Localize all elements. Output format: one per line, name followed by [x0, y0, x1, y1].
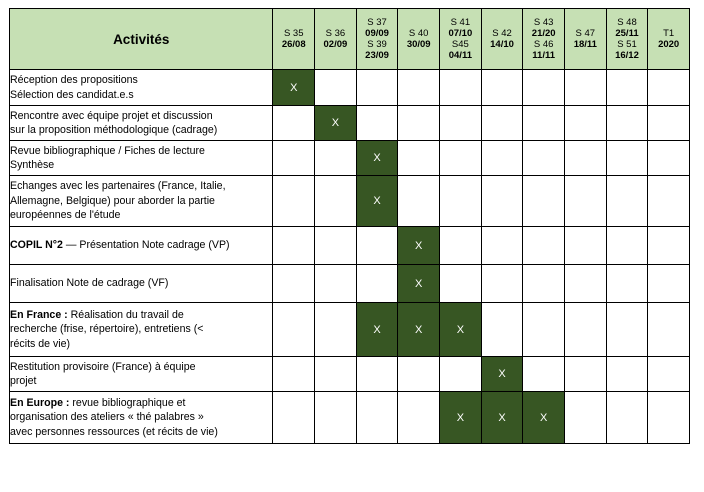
activity-line: européennes de l'étude: [10, 209, 121, 222]
activity-line: sur la proposition méthodologique (cadrage): [10, 124, 218, 136]
week-header: [523, 9, 565, 70]
scheduled-cell: X: [356, 141, 398, 176]
empty-cell: [356, 392, 398, 444]
week-label: S 40: [408, 28, 429, 39]
activity-bold-prefix: En France :: [10, 308, 68, 321]
activity-line: Allemagne, Belgique) pour aborder la partie: [10, 194, 215, 207]
activity-line: projet: [10, 375, 37, 387]
period-year: 2020: [658, 39, 680, 50]
empty-cell: [398, 70, 440, 106]
empty-cell: [565, 357, 607, 392]
week-header: [565, 9, 607, 70]
empty-cell: [648, 176, 690, 227]
empty-cell: [398, 176, 440, 227]
week-label: S 46: [533, 39, 554, 50]
empty-cell: [565, 106, 607, 141]
week-header: [481, 9, 523, 70]
empty-cell: [315, 176, 357, 227]
empty-cell: [315, 70, 357, 106]
empty-cell: [648, 106, 690, 141]
week-label: S45: [451, 39, 469, 50]
week-date: 16/12: [615, 50, 639, 61]
week-header: [440, 9, 482, 70]
scheduled-cell: X: [440, 303, 482, 357]
empty-cell: [481, 176, 523, 227]
activity-row: [10, 70, 690, 106]
empty-cell: [440, 141, 482, 176]
scheduled-cell: X: [398, 303, 440, 357]
empty-cell: [440, 265, 482, 303]
empty-cell: [648, 265, 690, 303]
week-label: S 42: [492, 28, 512, 39]
week-header: [606, 9, 648, 70]
activity-row: [10, 265, 690, 303]
empty-cell: [356, 227, 398, 265]
activity-label: [10, 176, 273, 227]
week-label: S 43: [533, 17, 554, 28]
activity-line: Finalisation Note de cadrage (VF): [10, 277, 169, 290]
week-date: 30/09: [406, 39, 431, 50]
activity-text: Réalisation du travail de: [70, 308, 184, 321]
empty-cell: [481, 70, 523, 106]
activity-row: [10, 303, 690, 357]
activity-text: revue bibliographique et: [72, 396, 186, 409]
activity-label: [10, 106, 273, 141]
scheduled-cell: X: [315, 106, 357, 141]
week-label: S 47: [575, 28, 596, 39]
week-date: 26/08: [281, 39, 306, 50]
activity-label: [10, 265, 273, 303]
empty-cell: [565, 141, 607, 176]
empty-cell: [523, 141, 565, 176]
empty-cell: [440, 106, 482, 141]
empty-cell: [273, 265, 315, 303]
week-label: S 37: [367, 17, 387, 28]
empty-cell: [481, 303, 523, 357]
empty-cell: [315, 265, 357, 303]
activity-line: Synthèse: [10, 159, 55, 171]
scheduled-cell: X: [523, 392, 565, 444]
empty-cell: [356, 357, 398, 392]
activity-row: [10, 227, 690, 265]
week-label: S 35: [283, 28, 304, 39]
activity-row: [10, 392, 690, 444]
empty-cell: [273, 106, 315, 141]
empty-cell: [398, 392, 440, 444]
empty-cell: [523, 106, 565, 141]
empty-cell: [523, 70, 565, 106]
header-row: [10, 9, 690, 70]
week-label: S 41: [450, 17, 471, 28]
empty-cell: [440, 70, 482, 106]
activity-bold-prefix: En Europe :: [10, 396, 70, 409]
period-label: T1: [663, 28, 675, 39]
activity-line: récits de vie): [10, 337, 71, 350]
empty-cell: [315, 357, 357, 392]
empty-cell: [648, 70, 690, 106]
week-date: 11/11: [532, 50, 556, 61]
activity-label: [10, 70, 273, 106]
empty-cell: [356, 106, 398, 141]
activity-bold-prefix: COPIL N°2: [10, 239, 63, 252]
empty-cell: [565, 392, 607, 444]
activity-label: [10, 357, 273, 392]
empty-cell: [648, 303, 690, 357]
empty-cell: [273, 392, 315, 444]
activity-line: Sélection des candidat.e.s: [10, 88, 134, 101]
week-date: 18/11: [573, 39, 597, 50]
week-header: [315, 9, 357, 70]
empty-cell: [315, 141, 357, 176]
week-header: [648, 9, 690, 70]
activities-header: Activités: [10, 9, 273, 70]
empty-cell: [565, 70, 607, 106]
empty-cell: [440, 357, 482, 392]
activity-row: [10, 357, 690, 392]
scheduled-cell: X: [440, 392, 482, 444]
empty-cell: [398, 357, 440, 392]
empty-cell: [273, 227, 315, 265]
empty-cell: [315, 227, 357, 265]
empty-cell: [273, 176, 315, 227]
empty-cell: [398, 106, 440, 141]
week-date: 21/20: [531, 28, 556, 39]
empty-cell: [523, 265, 565, 303]
week-label: S 48: [617, 17, 637, 28]
week-date: 07/10: [448, 28, 473, 39]
activity-label: [10, 141, 273, 176]
activity-line: [10, 308, 272, 323]
scheduled-cell: X: [273, 70, 315, 106]
empty-cell: [398, 141, 440, 176]
week-date: 25/11: [615, 28, 639, 39]
empty-cell: [481, 106, 523, 141]
empty-cell: [481, 227, 523, 265]
week-date: 14/10: [490, 39, 514, 50]
empty-cell: [273, 357, 315, 392]
activity-line: [10, 238, 272, 253]
empty-cell: [565, 303, 607, 357]
empty-cell: [356, 70, 398, 106]
empty-cell: [523, 357, 565, 392]
empty-cell: [315, 303, 357, 357]
week-header: [356, 9, 398, 70]
week-header: [398, 9, 440, 70]
activity-text: — Présentation Note cadrage (VP): [65, 239, 230, 252]
empty-cell: [481, 141, 523, 176]
week-label: S 39: [367, 39, 387, 50]
activity-label: [10, 303, 273, 357]
empty-cell: [648, 392, 690, 444]
activity-line: organisation des ateliers « thé palabres »: [10, 411, 204, 424]
empty-cell: [440, 176, 482, 227]
week-date: 23/09: [365, 50, 389, 61]
week-label: S 51: [617, 39, 637, 50]
empty-cell: [606, 227, 648, 265]
empty-cell: [565, 227, 607, 265]
scheduled-cell: X: [398, 227, 440, 265]
week-date: 02/09: [323, 39, 348, 50]
activity-label: [10, 392, 273, 444]
activity-line: Restitution provisoire (France) à équipe: [10, 360, 196, 373]
activity-row: [10, 141, 690, 176]
scheduled-cell: X: [356, 176, 398, 227]
week-label: S 36: [325, 28, 346, 39]
activity-row: [10, 176, 690, 227]
scheduled-cell: X: [398, 265, 440, 303]
activity-line: recherche (frise, répertoire), entretiens (<: [10, 323, 204, 336]
activity-label: [10, 227, 273, 265]
activity-line: Réception des propositions: [10, 74, 138, 86]
empty-cell: [648, 227, 690, 265]
empty-cell: [606, 70, 648, 106]
week-date: 04/11: [448, 50, 472, 61]
empty-cell: [648, 141, 690, 176]
empty-cell: [523, 176, 565, 227]
empty-cell: [315, 392, 357, 444]
empty-cell: [356, 265, 398, 303]
activity-line: [10, 396, 272, 411]
empty-cell: [606, 303, 648, 357]
empty-cell: [273, 303, 315, 357]
empty-cell: [606, 141, 648, 176]
scheduled-cell: X: [481, 357, 523, 392]
empty-cell: [565, 176, 607, 227]
empty-cell: [606, 176, 648, 227]
activity-line: Revue bibliographique / Fiches de lecture: [10, 144, 205, 157]
empty-cell: [606, 392, 648, 444]
activity-schedule-table: [9, 8, 690, 444]
scheduled-cell: X: [481, 392, 523, 444]
week-header: [273, 9, 315, 70]
empty-cell: [606, 106, 648, 141]
activity-line: Echanges avec les partenaires (France, Italie,: [10, 180, 226, 193]
empty-cell: [606, 357, 648, 392]
empty-cell: [440, 227, 482, 265]
empty-cell: [565, 265, 607, 303]
empty-cell: [523, 227, 565, 265]
empty-cell: [648, 357, 690, 392]
activity-line: Rencontre avec équipe projet et discussion: [10, 109, 213, 122]
empty-cell: [606, 265, 648, 303]
empty-cell: [481, 265, 523, 303]
week-date: 09/09: [365, 28, 389, 39]
empty-cell: [523, 303, 565, 357]
activity-row: [10, 106, 690, 141]
scheduled-cell: X: [356, 303, 398, 357]
activity-line: avec personnes ressources (et récits de vie): [10, 425, 218, 438]
empty-cell: [273, 141, 315, 176]
